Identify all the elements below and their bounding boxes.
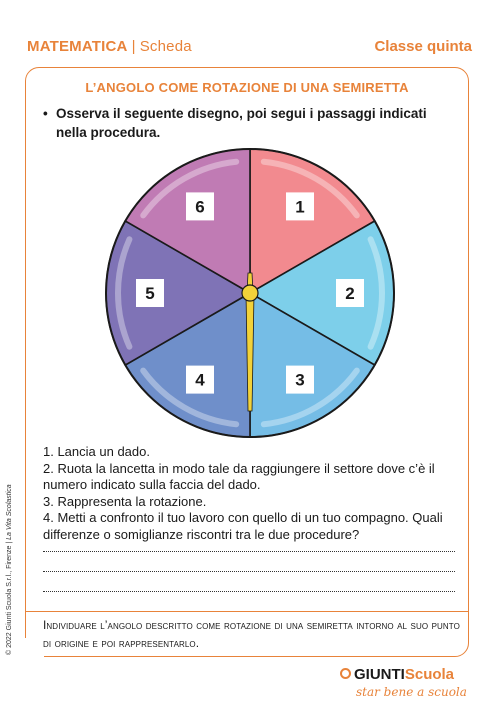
answer-line-1[interactable] xyxy=(43,551,455,552)
answer-line-3[interactable] xyxy=(43,591,455,592)
header-separator: | xyxy=(131,38,136,55)
intro-instruction xyxy=(43,104,456,142)
intro-text: Osserva il seguente disegno, poi segui i passaggi indicati nella procedura. xyxy=(56,106,427,140)
bullet-icon: • xyxy=(43,106,48,121)
step-4: 4. Metti a confronto il tuo lavoro con quello di un tuo compagno. Quali differenze o somiglianze riscontri tra le due procedure? xyxy=(43,510,443,542)
learning-goal: Individuare l’angolo descritto come rotazione di una semiretta intorno al suo punto di origine e poi rappresentarlo. xyxy=(43,618,460,650)
procedure-steps xyxy=(43,444,461,543)
sector-number-1: 1 xyxy=(295,197,305,217)
grade-label: Classe quinta xyxy=(374,38,472,55)
sector-number-5: 5 xyxy=(145,284,155,303)
sector-number-3: 3 xyxy=(295,370,305,390)
logo-brand-suffix: Scuola xyxy=(404,666,455,683)
step-2: 2. Ruota la lancetta in modo tale da raggiungere il settore dove c’è il numero indicato sulla faccia del dado. xyxy=(43,460,435,492)
magazine-name: La Vita Scolastica xyxy=(6,484,13,540)
publisher-logo xyxy=(340,666,470,706)
subject-name: MATEMATICA xyxy=(27,38,128,55)
subject-label xyxy=(27,38,192,55)
sector-number-4: 4 xyxy=(195,370,205,390)
step-1: 1. Lancia un dado. xyxy=(43,444,150,459)
giunti-g-icon xyxy=(340,668,351,679)
step-3: 3. Rappresenta la rotazione. xyxy=(43,493,207,509)
answer-line-2[interactable] xyxy=(43,571,455,572)
logo-brand-prefix: GIUNTI xyxy=(354,666,405,683)
copyright-text: © 2022 Giunti Scuola S.r.l., Firenze | xyxy=(6,539,13,655)
rotation-wheel xyxy=(100,143,400,443)
page-header xyxy=(20,36,480,60)
worksheet-title: L’ANGOLO COME ROTAZIONE DI UNA SEMIRETTA xyxy=(85,80,409,95)
sheet-kind: Scheda xyxy=(139,38,192,55)
divider xyxy=(25,611,469,612)
sector-number-2: 2 xyxy=(345,284,355,303)
sector-number-6: 6 xyxy=(195,197,205,217)
logo-brand xyxy=(354,666,454,683)
logo-tagline: star bene a scuola xyxy=(356,685,467,699)
copyright-note xyxy=(6,455,13,655)
wheel-center xyxy=(242,285,258,301)
